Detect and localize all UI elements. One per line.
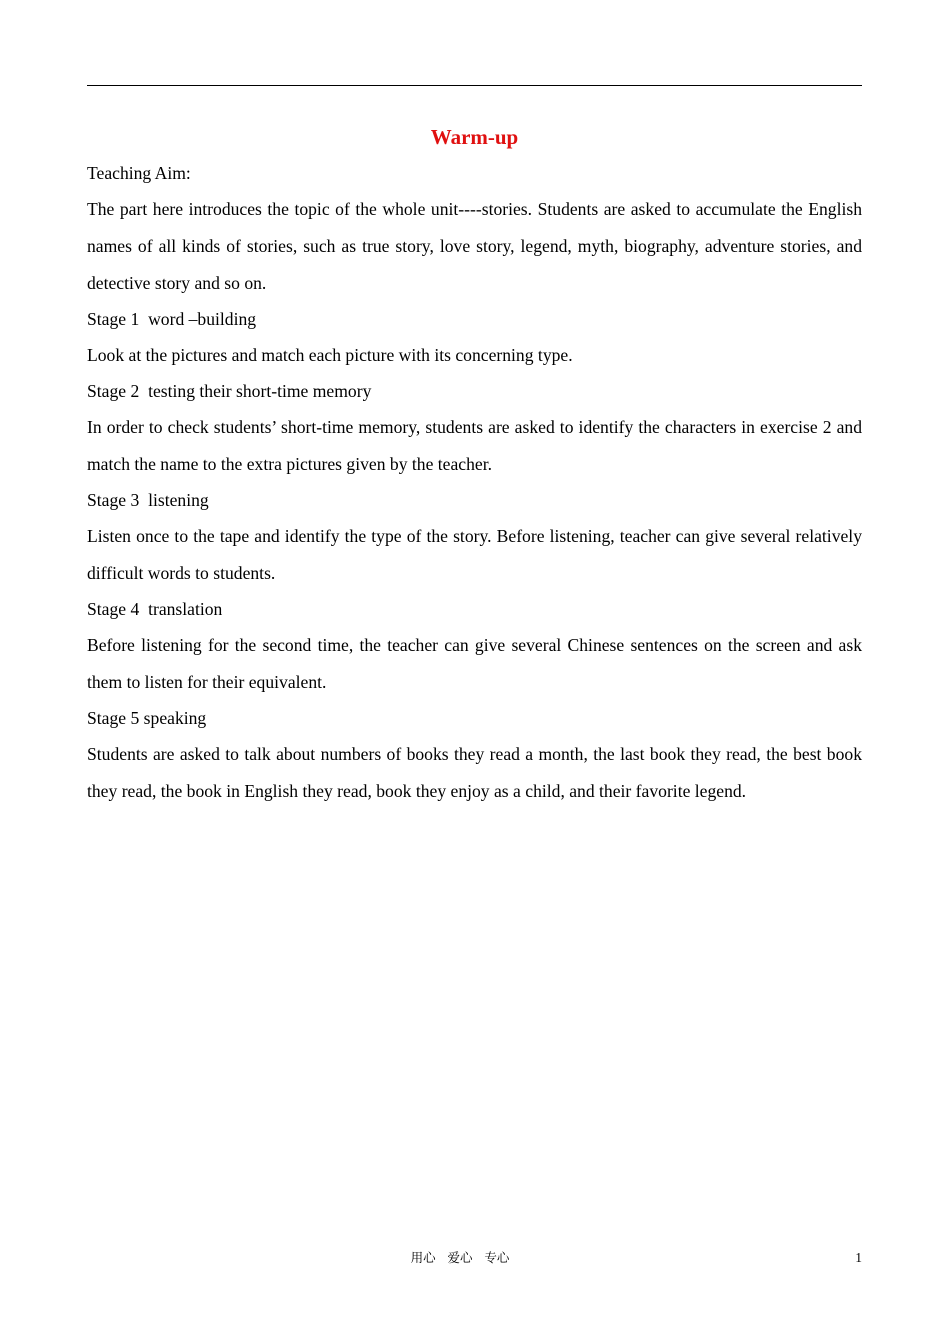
stage-1-heading: Stage 1 word –building: [87, 309, 257, 329]
teaching-aim-label: Teaching Aim:: [87, 163, 191, 183]
page-number: 1: [855, 1250, 862, 1265]
stage-1-text: Look at the pictures and match each picture with its concerning type.: [87, 345, 573, 365]
header-rule: [87, 85, 862, 86]
stage-5-heading: Stage 5 speaking: [87, 708, 207, 728]
stage-3-text: Listen once to the tape and identify the type of the story. Before listening, teacher can give several relatively difficult words to students.: [87, 526, 862, 583]
stage-2-heading: Stage 2 testing their short-time memory: [87, 381, 372, 401]
stage-2-text: In order to check students’ short-time memory, students are asked to identify the characters in exercise 2 and match the name to the extra pictures given by the teacher.: [87, 417, 862, 474]
stage-5-text: Students are asked to talk about numbers of books they read a month, the last book they read, the best book they read, the book in English they read, book they enjoy as a child, and their favorite legend.: [87, 744, 862, 801]
stage-4-text: Before listening for the second time, the teacher can give several Chinese sentences on the screen and ask them to listen for their equivalent.: [87, 635, 862, 692]
intro-paragraph: The part here introduces the topic of the whole unit----stories. Students are asked to accumulate the English names of all kinds of stories, such as true story, love story, legend, myth, biography, adventure stories, and detective story and so on.: [87, 199, 862, 293]
stage-3-heading: Stage 3 listening: [87, 490, 209, 510]
footer-motto: 用心 爱心 专心: [410, 1250, 510, 1265]
page-title: Warm-up: [430, 125, 519, 149]
stage-4-heading: Stage 4 translation: [87, 599, 223, 619]
document-body: [87, 121, 862, 810]
